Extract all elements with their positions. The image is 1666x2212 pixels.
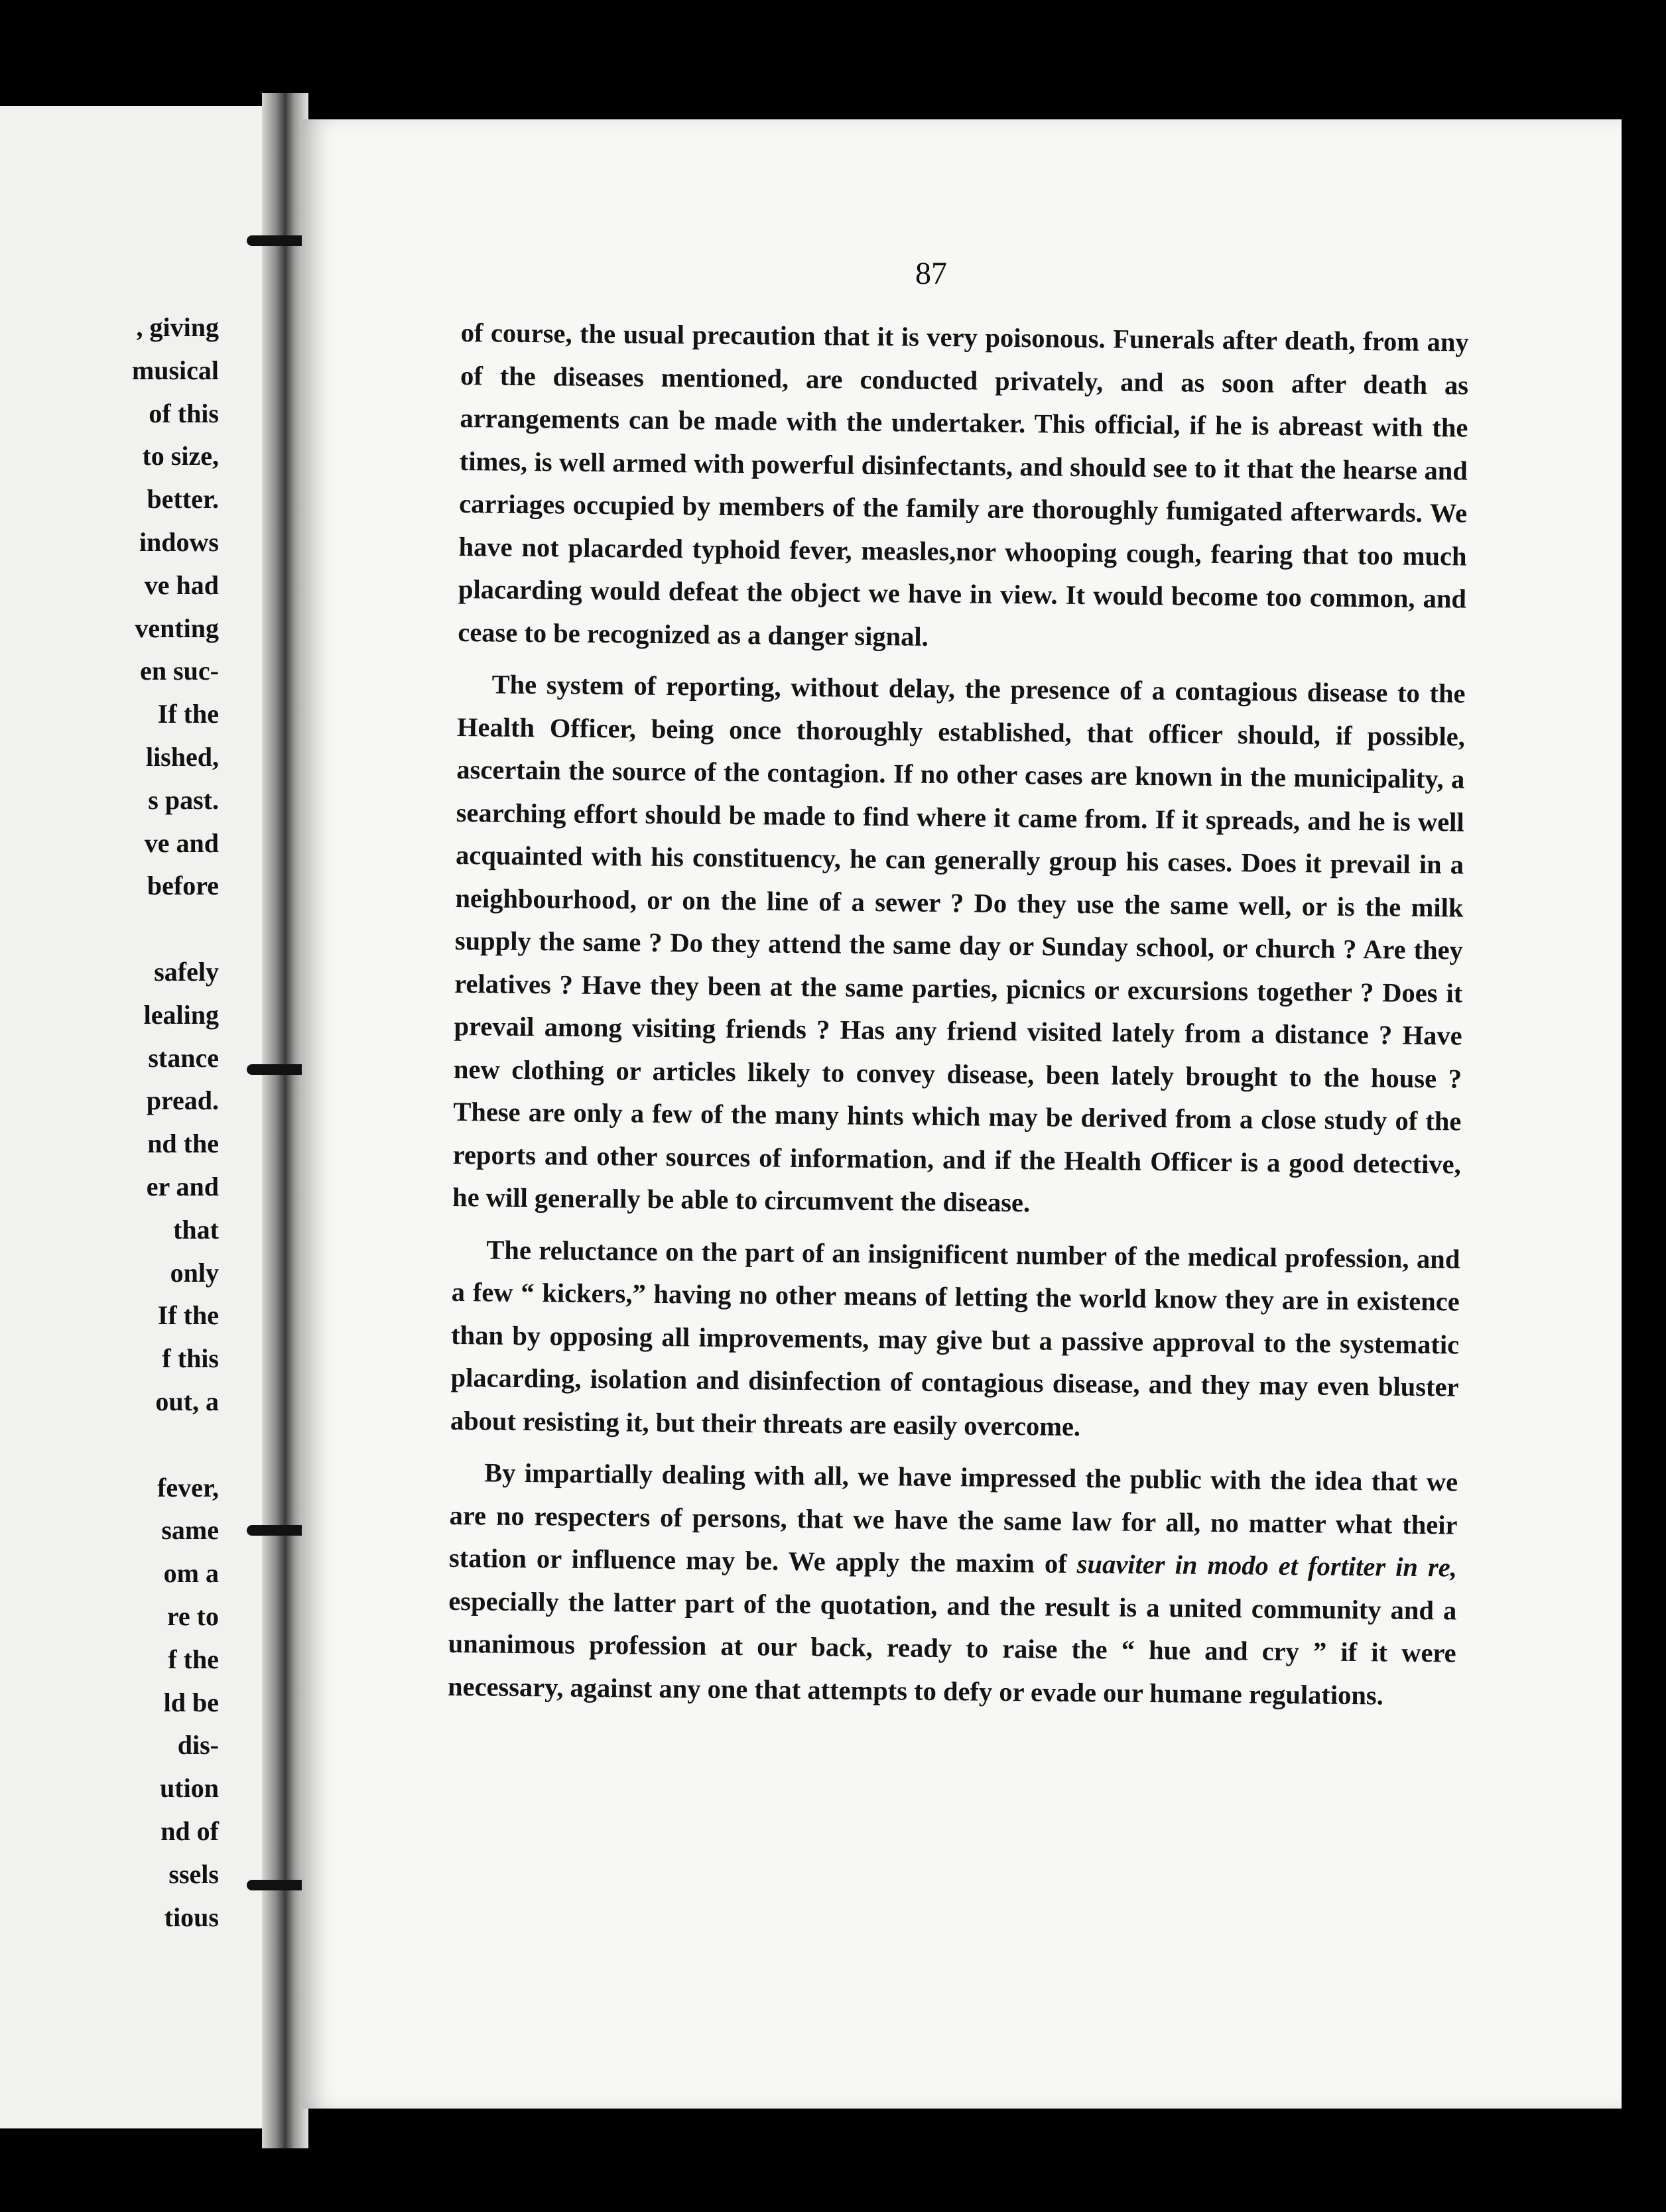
paragraph-text: By impartially dealing with all, we have impressed the public with the idea that we are no respecters of persons, that we have the same law for all, no matter what their station or influence may be. We apply the maxim of [448, 1457, 1458, 1579]
left-page-line: fever, [157, 1472, 219, 1503]
left-page-line: same [161, 1515, 219, 1546]
left-page-line: en suc- [140, 656, 219, 686]
latin-phrase: suaviter in modo et fortiter in re, [1076, 1549, 1458, 1583]
left-page-line: dis- [177, 1730, 219, 1760]
left-page-line: to size, [142, 441, 219, 471]
left-page-line: venting [135, 613, 219, 643]
left-page-line: ssels [168, 1859, 219, 1889]
left-page-line: s past. [148, 784, 219, 815]
left-page-line: ution [160, 1773, 219, 1804]
left-page-line: ve had [144, 570, 219, 600]
left-page-line: stance [148, 1042, 219, 1073]
left-page-line: If the [157, 699, 219, 729]
paragraph: The reluctance on the part of an insignificent number of the medical profession, and a few “ kickers,” having no other means of letting the world know they are in existence than by opposing all improvements, may give but a passive approval to the systematic placarding, isolation and disinfection of contagious disease, and they may even bluster about resisting it, but their threats are easily overcome. [450, 1234, 1460, 1442]
page-body-text [448, 312, 1469, 1727]
left-page-line: tious [164, 1902, 219, 1932]
left-page-line: ve and [144, 828, 219, 858]
page-number: 87 [915, 256, 947, 291]
left-facing-page [0, 106, 279, 2128]
left-page-line: ld be [163, 1687, 219, 1717]
left-page-line: better. [147, 484, 219, 515]
paragraph: of course, the usual precaution that it is very poisonous. Funerals after death, from any of the diseases mentioned, are conducted privately, and as soon after death as arrangements can be made with the undertaker. This official, if he is abreast with the times, is well armed with powerful disinfectants, and should see to it that the hearse and carriages occupied by members of the family are thoroughly fumigated afterwards. We have not placarded typhoid fever, measles,nor whooping cough, fearing that too much placarding would defeat the object we have in view. It would become too common, and cease to be recognized as a danger signal. [458, 317, 1469, 652]
left-page-line: f this [162, 1343, 219, 1374]
left-page-line: musical [131, 355, 219, 385]
left-page-line: only [170, 1257, 219, 1288]
left-page-line: If the [157, 1300, 219, 1331]
left-page-line: that [173, 1214, 219, 1245]
left-page-line: of this [149, 398, 219, 428]
left-page-line: indows [139, 527, 219, 557]
left-page-line: lished, [145, 742, 219, 772]
left-page-line: out, a [155, 1386, 219, 1416]
left-page-line: lealing [143, 999, 219, 1030]
left-page-line: f the [168, 1644, 219, 1674]
paragraph: The system of reporting, without delay, the presence of a contagious disease to the Health Officer, being once thoroughly established, that officer should, if possible, ascertain the source of the contagion. If no other cases are known in the municipality, a searching effort should be made to find where it came from. If it spreads, and he is well acquainted with his constituency, he can generally group his cases. Does it prevail in a neighbourhood, or on the line of a sewer ? Do they use the same well, or is the milk supply the same ? Do they attend the same day or Sunday school, or church ? Are they relatives ? Have they been at the same parties, picnics or excursions together ? Does it prevail among visiting friends ? Has any friend visited lately from a distance ? Have new clothing or articles likely to convey disease, been lately brought to the house ? These are only a few of the many hints which may be derived from a close study of the reports and other sources of information, and if the Health Officer is a good detective, he will generally be able to circumvent the disease. [452, 669, 1466, 1218]
left-page-line: nd the [147, 1129, 219, 1159]
left-page-line: re to [166, 1601, 219, 1631]
left-page-line: om a [163, 1558, 219, 1589]
left-page-line: nd of [160, 1816, 219, 1846]
left-page-line: er and [146, 1172, 219, 1201]
paragraph-text: especially the latter part of the quotation, and the result is a united community and a unanimous profession at our back, ready to raise the “ hue and cry ” if it were necessary, against any one that attempts to defy or evade our humane regulations. [447, 1585, 1457, 1710]
left-page-line: before [147, 871, 219, 901]
left-page-line: , giving [136, 312, 219, 342]
left-page-line: safely [154, 957, 219, 987]
paragraph [448, 1451, 1458, 1718]
left-page-line: pread. [146, 1085, 219, 1116]
